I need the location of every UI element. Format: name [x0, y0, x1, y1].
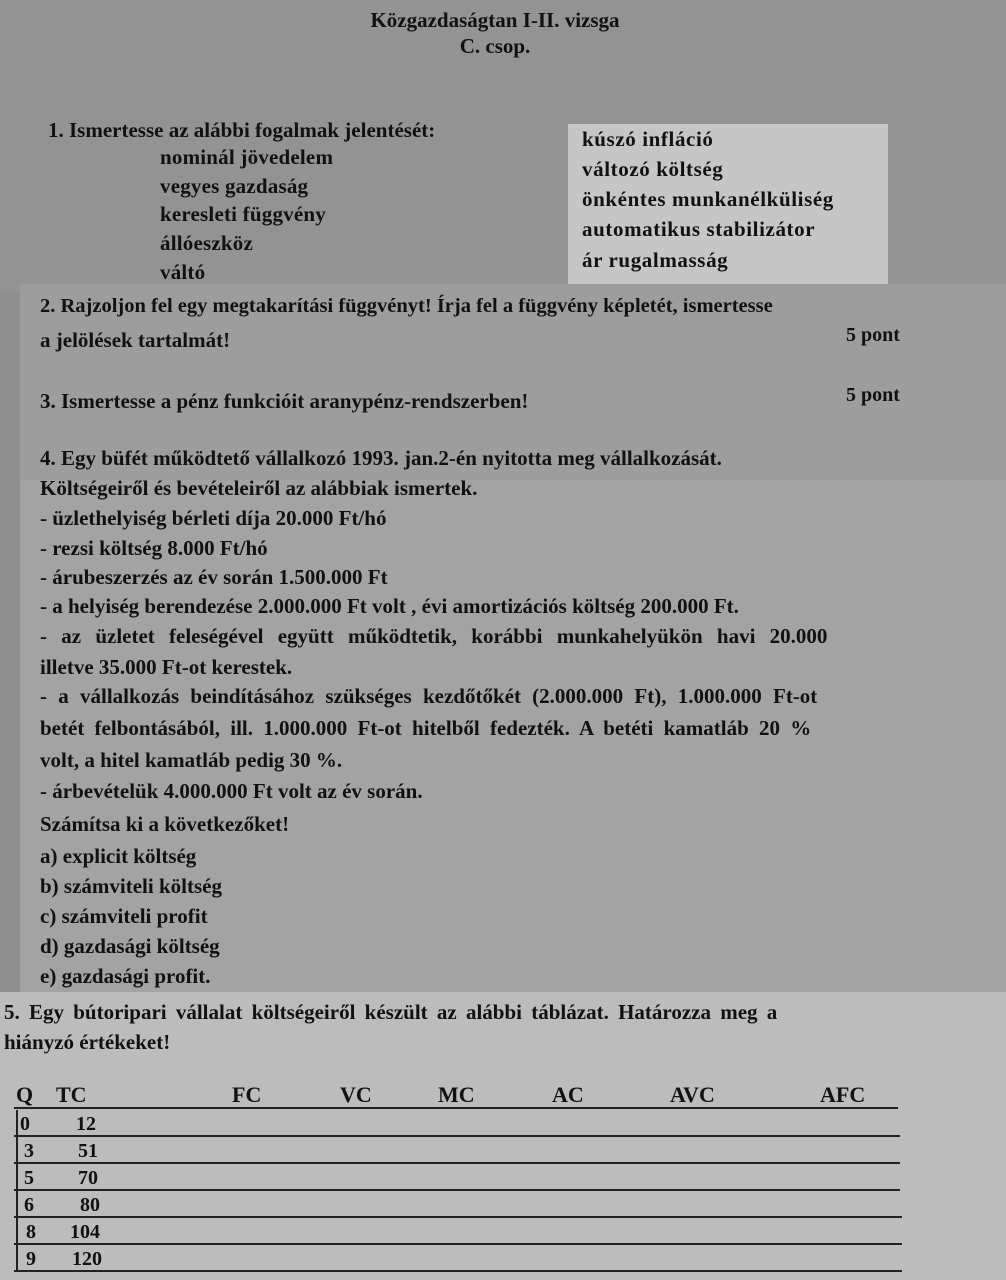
table-cell-tc: 80: [80, 1194, 100, 1216]
table-rule: [14, 1270, 902, 1272]
q4-line: - a helyiség berendezése 2.000.000 Ft volt , évi amortizációs költség 200.000 Ft.: [40, 594, 739, 618]
q3-text: 3. Ismertesse a pénz funkcióit aranypénz-rendszerben!: [40, 389, 529, 413]
table-cell-tc: 51: [78, 1140, 98, 1162]
table-header-tc: TC: [56, 1082, 87, 1107]
table-cell-tc: 104: [70, 1221, 100, 1243]
q4-line: e) gazdasági profit.: [40, 964, 211, 988]
q4-line: c) számviteli profit: [40, 904, 208, 928]
q4-line: - az üzletet feleségével együtt működtetik, korábbi munkahelyükön havi 20.000: [40, 624, 828, 648]
table-header-avc: AVC: [670, 1082, 715, 1107]
exam-title: Közgazdaságtan I-II. vizsga: [370, 8, 620, 32]
table-header-afc: AFC: [820, 1082, 866, 1107]
table-rule: [14, 1162, 900, 1164]
table-left-border: [16, 1110, 18, 1270]
q4-line: 4. Egy büfét működtető vállalkozó 1993. jan.2-én nyitotta meg vállalkozását.: [40, 446, 722, 470]
q1-term-left: vegyes gazdaság: [160, 174, 309, 198]
q1-term-right: automatikus stabilizátor: [582, 217, 816, 241]
q4-line: - a vállalkozás beindításához szükséges kezdőtőkét (2.000.000 Ft), 1.000.000 Ft-ot: [40, 684, 818, 708]
q3-points: 5 pont: [846, 384, 900, 406]
q2-points: 5 pont: [846, 324, 900, 346]
q1-term-left: nominál jövedelem: [160, 145, 334, 169]
q1-term-left: keresleti függvény: [160, 202, 326, 226]
q5-line1: 5. Egy bútoripari vállalat költségeiről készült az alábbi táblázat. Határozza meg a: [4, 1000, 778, 1024]
q4-line: Költségeiről és bevételeiről az alábbiak ismertek.: [40, 476, 478, 500]
table-cell-tc: 12: [76, 1113, 96, 1135]
q4-line: betét felbontásából, ill. 1.000.000 Ft-ot hitelből fedezték. A betéti kamatláb 20 %: [40, 716, 812, 740]
q4-line: - árubeszerzés az év során 1.500.000 Ft: [40, 565, 388, 589]
table-header-q: Q: [16, 1082, 34, 1107]
q4-line: Számítsa ki a következőket!: [40, 812, 290, 836]
q4-line: d) gazdasági költség: [40, 934, 220, 958]
table-cell-q: 8: [26, 1221, 36, 1243]
table-header-mc: MC: [438, 1082, 475, 1107]
table-rule: [14, 1135, 900, 1137]
q1-term-right: önkéntes munkanélküliség: [582, 187, 834, 211]
table-rule: [14, 1216, 902, 1218]
q1-term-left: állóeszköz: [160, 231, 253, 255]
q4-line: - üzlethelyiség bérleti díja 20.000 Ft/hó: [40, 506, 387, 530]
table-cell-tc: 70: [78, 1167, 98, 1189]
q4-line: - árbevételük 4.000.000 Ft volt az év során.: [40, 779, 423, 803]
exam-group: C. csop.: [459, 34, 531, 58]
table-cell-q: 9: [26, 1248, 36, 1270]
q1-term-left: váltó: [160, 260, 206, 284]
table-cell-q: 6: [24, 1194, 34, 1216]
q4-line: b) számviteli költség: [40, 874, 222, 898]
table-header-fc: FC: [232, 1082, 262, 1107]
q1-term-right: kúszó infláció: [582, 127, 714, 151]
q5-line2: hiányzó értékeket!: [4, 1030, 171, 1054]
q4-line: - rezsi költség 8.000 Ft/hó: [40, 536, 268, 560]
table-cell-q: 3: [24, 1140, 34, 1162]
table-header-ac: AC: [552, 1082, 584, 1107]
q4-line: illetve 35.000 Ft-ot kerestek.: [40, 655, 293, 679]
table-rule: [14, 1107, 898, 1109]
table-cell-q: 5: [24, 1167, 34, 1189]
q1-prompt: 1. Ismertesse az alábbi fogalmak jelentését:: [48, 118, 436, 142]
q4-line: a) explicit költség: [40, 844, 197, 868]
table-rule: [14, 1243, 902, 1245]
table-rule: [14, 1189, 900, 1191]
q2-line1: 2. Rajzoljon fel egy megtakarítási függvényt! Írja fel a függvény képletét, ismertesse: [40, 295, 773, 317]
table-header-vc: VC: [340, 1082, 372, 1107]
q1-term-right: ár rugalmasság: [582, 248, 729, 272]
q1-term-right: változó költség: [582, 157, 724, 181]
q2-line2: a jelölések tartalmát!: [40, 328, 231, 352]
table-cell-tc: 120: [72, 1248, 102, 1270]
q4-line: volt, a hitel kamatláb pedig 30 %.: [40, 748, 343, 772]
table-cell-q: 0: [20, 1113, 30, 1135]
